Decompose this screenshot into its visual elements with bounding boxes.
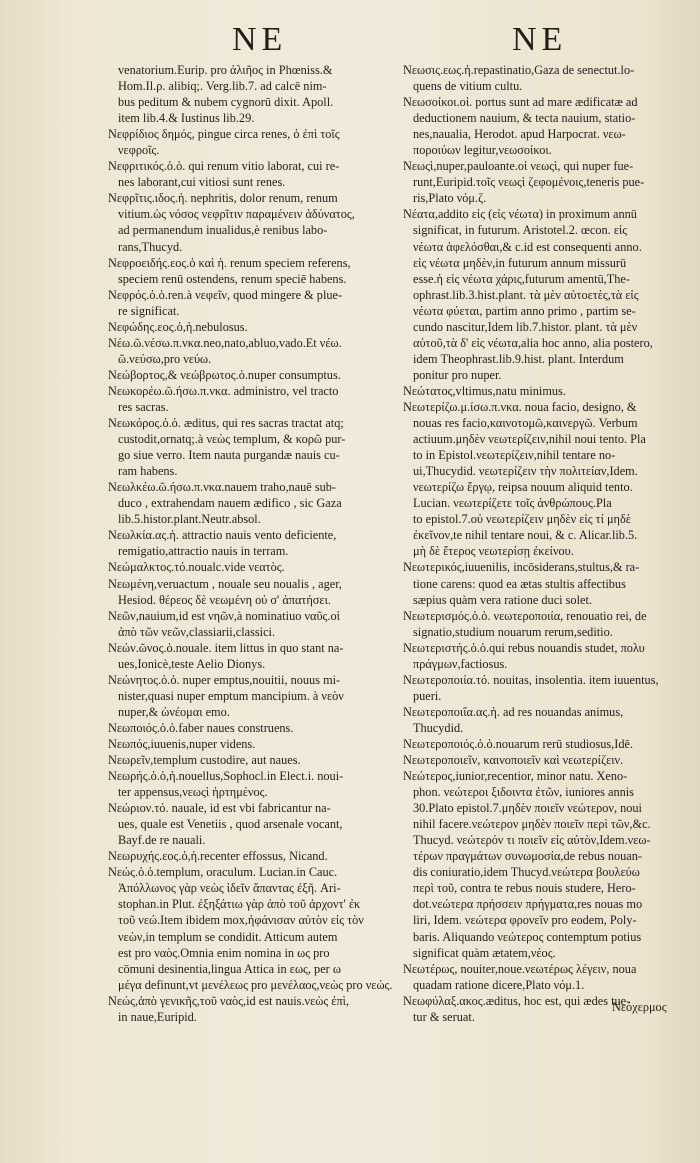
dictionary-continuation-line: περὶ τοῦ, contra te rebus nouis studere, Hero-: [413, 881, 636, 896]
dictionary-continuation-line: Hesiod. θέρεος δὲ νεωμένη οὐ σ' ἀπατήσει.: [118, 592, 331, 607]
dictionary-entry-line: Νεωτερισμός.ὁ.ὁ. νεωτεροποιία, renouatio rei, de: [403, 608, 647, 623]
dictionary-continuation-line: baris. Aliquando νεώτερος contemptum potius: [413, 929, 642, 944]
dictionary-continuation-line: tione carens: quod ea ætas stultis affectibus: [413, 576, 626, 591]
dictionary-entry-line: Νεώς.ὁ.ὁ.templum, oraculum. Lucian.in Cauc.: [108, 865, 338, 880]
dictionary-continuation-line: to in Epistol.νεωτερίζειν,nihil tentare no-: [413, 448, 616, 463]
dictionary-continuation-line: re significat.: [118, 303, 180, 318]
dictionary-entry-line: Νεωκορέω.ῶ.ήσω.π.νκα. administro, vel tracto: [108, 383, 339, 398]
dictionary-continuation-line: νεφροῖς.: [118, 143, 160, 158]
dictionary-continuation-line: τέρων πραγμάτων συνωμοσία,de rebus nouan-: [413, 849, 642, 864]
dictionary-entry-line: Νεών.ῶνος.ὁ.nouale. item littus in quo stant na-: [108, 640, 344, 655]
dictionary-continuation-line: ad permanendum inualidus,è renibus labo-: [118, 223, 328, 238]
dictionary-entry-line: Νεωφύλαξ.ακος.æditus, hoc est, qui ædes tue-: [403, 993, 631, 1008]
dictionary-entry-line: Νέω.ῶ.νέσω.π.νκα.neo,nato,abluo,vado.Et νέω.: [108, 335, 342, 350]
dictionary-continuation-line: runt,Euripid.τοῖς νεωςὶ ζεφομένοις,teneris pue-: [413, 175, 645, 190]
dictionary-continuation-line: εἰς νέωτα μηδὲν,in futurum annum missurū: [413, 255, 627, 270]
dictionary-entry-line: Νεωτεροποιός.ὁ.ὁ.nouarum rerū studiosus,Idē.: [403, 736, 634, 751]
dictionary-continuation-line: signatio,studium nouarum rerum,seditio.: [413, 624, 613, 639]
dictionary-continuation-line: Ἀπόλλωνος γὰρ νεὼς ἰδεῖν ἅπαντας ἐξῆ. Ari-: [118, 881, 341, 896]
running-header: [0, 20, 700, 64]
dictionary-entry-line: Νεωτερικός,iuuenilis, incōsiderans,stultus,& ra-: [403, 560, 640, 575]
dictionary-entry-line: Νεωρυχής.εος.ὁ,ἡ.recenter effossus, Nicand.: [108, 849, 328, 864]
dictionary-entry-line: Νεωτεροποιΐα.ας.ἡ. ad res nouandas animus,: [403, 704, 624, 719]
dictionary-continuation-line: ues, quale est Venetiis , quod arsenale vocant,: [118, 817, 343, 832]
dictionary-continuation-line: nister,quasi nuper emptum mancipium. à νεὸν: [118, 688, 344, 703]
dictionary-continuation-line: esse.ἡ εἰς νέωτα χάρις,futurum amentū,The-: [413, 271, 630, 286]
dictionary-continuation-line: pueri.: [413, 688, 442, 703]
dictionary-continuation-line: νέωτα φύεται, partim anno primo , partim se-: [413, 303, 636, 318]
dictionary-continuation-line: quens de vitium cultu.: [413, 79, 523, 94]
dictionary-continuation-line: ἀπὸ τῶν νεῶν,classiarii,classici.: [118, 624, 276, 639]
dictionary-continuation-line: nes,naualia, Herodot. apud Harpocrat. νεω-: [413, 127, 626, 142]
dictionary-entry-line: Νεωλκία.ας.ἡ. attractio nauis vento deficiente,: [108, 528, 337, 543]
dictionary-continuation-line: rans,Thucyd.: [118, 239, 183, 254]
dictionary-continuation-line: ἐκεῖνον,te nihil tentare noui, & c. Alicar.lib.5.: [413, 528, 638, 543]
dictionary-continuation-line: to epistol.7.οὐ νεωτερίζειν μηδὲν εἰς τί μηδὲ: [413, 512, 631, 527]
dictionary-continuation-line: lib.5.histor.plant.Neutr.absol.: [118, 512, 261, 527]
dictionary-continuation-line: nihil facere.νεώτερον μηδὲν ποιεῖν περὶ τῶν,&c.: [413, 817, 651, 832]
dictionary-continuation-line: ter appensus,νεωςὶ ἠρτημένος.: [118, 785, 268, 800]
dictionary-entry-line: Νεωπός,iuuenis,nuper videns.: [108, 736, 256, 751]
header-left-mark: NE: [232, 21, 288, 58]
dictionary-continuation-line: μὴ δὲ ἕτερος νεωτερίσῃ ἐκείνου.: [413, 544, 574, 559]
dictionary-entry-line: Νεωσις.εως.ἡ.repastinatio,Gaza de senectut.lo-: [403, 63, 635, 77]
dictionary-continuation-line: ues,Ionicè,teste Aelio Dionys.: [118, 656, 266, 671]
dictionary-continuation-line: Bayf.de re nauali.: [118, 833, 206, 848]
dictionary-continuation-line: cundo nascitur,Idem lib.7.histor. plant. τὰ μὲν: [413, 319, 638, 334]
dictionary-continuation-line: custodit,ornatq;.à νεὼς templum, & κορῶ pur-: [118, 432, 346, 447]
right-column: [403, 62, 695, 1025]
dictionary-continuation-line: τοῦ νεώ.Item ibidem mox,ἠφάνισαν αὐτὸν εἰς τὸν: [118, 913, 364, 928]
dictionary-continuation-line: duco , extrahendam nauem ædifico , sic Gaza: [118, 496, 342, 511]
dictionary-entry-line: Νεφρίδιος δημός, pingue circa renes, ὁ ἐπὶ τοῖς: [108, 127, 340, 142]
dictionary-entry-line: Νεῶν,nauium,id est νηῶν,à nominatiuo ναῦς.οἱ: [108, 608, 340, 623]
dictionary-continuation-line: Thucydid.: [413, 720, 464, 735]
dictionary-continuation-line: cōmuni desinentia,lingua Attica in εως, per ω: [118, 961, 341, 976]
dictionary-entry-line: Νεωςὶ,nuper,pauloante.οἱ νεωςὶ, qui nuper fue-: [403, 159, 634, 174]
dictionary-entry-line: Νεωμένη,veruactum , nouale seu noualis , ager,: [108, 576, 342, 591]
dictionary-continuation-line: idem Theophrast.lib.9.hist. plant. Interdum: [413, 351, 624, 366]
dictionary-continuation-line: Hom.Il.ρ. alibiq;. Verg.lib.7. ad calcē nim-: [118, 79, 327, 94]
dictionary-continuation-line: est pro ναὸς.Omnia enim nomina in ως pro: [118, 945, 330, 960]
dictionary-continuation-line: in naue,Euripid.: [118, 1009, 197, 1024]
dictionary-continuation-line: venatorium.Eurip. pro ἀλιῆος in Phœniss.&: [118, 63, 333, 77]
dictionary-entry-line: Νεωσοίκοι.οἱ. portus sunt ad mare ædificatæ ad: [403, 95, 638, 110]
dictionary-continuation-line: stophan.in Plut. ἐξηξάτιω γὰρ ἀπὸ τοῦ ἀρχοντ' ἐκ: [118, 897, 361, 912]
dictionary-entry-line: Νέατα,addito εἰς (εἰς νέωτα) in proximum annū: [403, 207, 637, 222]
dictionary-continuation-line: quadam ratione dicere,Plato νόμ.1.: [413, 977, 585, 992]
dictionary-continuation-line: nes laborant,cui vitiosi sunt renes.: [118, 175, 286, 190]
dictionary-entry-line: Νεώτερος,iunior,recentior, minor natu. Xeno-: [403, 769, 628, 784]
dictionary-continuation-line: αὐτοῦ,τὰ δ' εἰς νέωτα,alia hoc anno, alia postero,: [413, 335, 653, 350]
dictionary-continuation-line: phon. νεώτεροι ξιδοιντα ἐτῶν, iuniores annis: [413, 785, 634, 800]
dictionary-continuation-line: ram habens.: [118, 464, 178, 479]
dictionary-continuation-line: 30.Plato epistol.7.μηδὲν ποιεῖν νεώτερον, noui: [413, 801, 642, 816]
dictionary-continuation-line: significat quàm ætatem,νέος.: [413, 945, 556, 960]
dictionary-entry-line: Νεφρῖτις.ιδος.ἡ. nephritis, dolor renum, renum: [108, 191, 338, 206]
dictionary-continuation-line: dot.νεώτερα πρήσσειν πρήγματα,res nouas mo: [413, 897, 643, 912]
dictionary-entry-line: Νεφρός.ὁ.ὁ.ren.à νεφεῖν, quod mingere & plue-: [108, 287, 343, 302]
dictionary-entry-line: Νεώβορτος,& νεώβρωτος.ὁ.nuper consumptus.: [108, 367, 341, 382]
dictionary-entry-line: Νεώς,ἀπὸ γενικῆς,τοῦ ναὸς,id est nauis.νεὼς ἐπὶ,: [108, 993, 350, 1008]
catchword: Νεόχερμος: [612, 1000, 667, 1014]
dictionary-continuation-line: remigatio,attractio nauis in terram.: [118, 544, 289, 559]
dictionary-continuation-line: bus peditum & nubem cygnorū dixit. Apoll.: [118, 95, 334, 110]
dictionary-entry-line: Νεώμαλκτος.τό.noualc.vide νεατὸς.: [108, 560, 285, 575]
dictionary-entry-line: Νεφώδης.εος.ὁ,ἡ.nebulosus.: [108, 319, 248, 334]
dictionary-entry-line: Νεωτερίζω.μ.ίσω.π.νκα. noua facio, designo, &: [403, 399, 637, 414]
dictionary-entry-line: Νεωρεῖν,templum custodire, aut naues.: [108, 753, 301, 768]
dictionary-entry-line: Νεωκόρος.ὁ.ὁ. æditus, qui res sacras tractat atq;: [108, 416, 344, 431]
dictionary-continuation-line: tur & seruat.: [413, 1009, 475, 1024]
dictionary-continuation-line: vitium.ὡς νόσος νεφρῖτιν παραμένειν ἀδύνατος,: [118, 207, 355, 222]
dictionary-continuation-line: item lib.4.& Iustinus lib.29.: [118, 111, 255, 126]
dictionary-entry-line: Νεωποιός.ὁ.ὁ.faber naues construens.: [108, 720, 294, 735]
dictionary-continuation-line: liri, Idem. νεώτερα φρονεῖν pro eodem, Poly-: [413, 913, 637, 928]
dictionary-continuation-line: go siue verro. Item nauta purgandæ nauis cu-: [118, 448, 340, 463]
dictionary-continuation-line: significat, in futurum. Aristotel.2. œcon. εἰς: [413, 223, 628, 238]
dictionary-continuation-line: nuper,& ὠνέομαι emo.: [118, 704, 230, 719]
dictionary-entry-line: Νεωτέρως, nouiter,noue.νεωτέρως λέγειν, noua: [403, 961, 637, 976]
dictionary-entry-line: Νεώτατος,vltimus,natu minimus.: [403, 383, 566, 398]
dictionary-continuation-line: Lucian. νεωτερίζετε τοῖς ἀνθρώπους.Pla: [413, 496, 612, 511]
dictionary-entry-line: Νεωρής.ὁ.ὁ,ἡ.nouellus,Sophocl.in Elect.i. noui-: [108, 769, 344, 784]
dictionary-entry-line: Νεωτεροποιεῖν, καινοποιεῖν καὶ νεωτερίζειν.: [403, 753, 624, 768]
dictionary-entry-line: Νεφροειδής.εος.ὁ καὶ ἡ. renum speciem referens,: [108, 255, 351, 270]
left-column: [108, 62, 398, 1025]
dictionary-continuation-line: ophrast.lib.3.hist.plant. τὰ μὲν αὐτοετὲς,τὰ εἰς: [413, 287, 639, 302]
dictionary-entry-line: Νεωτεριστής.ὁ.ὁ.qui rebus nouandis studet, πολυ: [403, 640, 645, 655]
dictionary-continuation-line: actiuum.μηδὲν νεωτερίζειν,nihil noui tento. Pla: [413, 432, 646, 447]
dictionary-entry-line: Νεώνητος.ὁ.ὁ. nuper emptus,nouitii, nouus mi-: [108, 672, 341, 687]
dictionary-entry-line: Νεωλκέω.ῶ.ήσω.π.νκα.nauem traho,nauē sub-: [108, 480, 337, 495]
dictionary-continuation-line: ris,Plato νόμ.ζ.: [413, 191, 487, 206]
dictionary-continuation-line: deductionem nauium, & tecta nauium, statio-: [413, 111, 636, 126]
dictionary-continuation-line: Thucyd. νεώτερόν τι ποιεῖν εἰς αὐτὸν,Idem.νεω-: [413, 833, 651, 848]
dictionary-continuation-line: ui,Thucydid. νεωτερίζειν τὴν πολιτείαν,Idem.: [413, 464, 638, 479]
dictionary-entry-line: Νεώριον.τό. nauale, id est vbi fabricantur na-: [108, 801, 331, 816]
dictionary-continuation-line: μέγα definunt,vt μενέλεως pro μενέλαος,νεὼς pro νεώς.: [118, 977, 393, 992]
dictionary-continuation-line: speciem renū ostendens, renum speciē habens.: [118, 271, 347, 286]
dictionary-continuation-line: νεὼν,in templum se condidit. Atticum autem: [118, 929, 338, 944]
dictionary-continuation-line: nouas res facio,καινοτομῶ,καινεργῶ. Verbum: [413, 416, 638, 431]
dictionary-continuation-line: res sacras.: [118, 399, 169, 414]
dictionary-continuation-line: πράγμων,factiosus.: [413, 656, 508, 671]
dictionary-entry-line: Νεωτεροποιία.τό. nouitas, insolentia. item iuuentus,: [403, 672, 659, 687]
dictionary-continuation-line: sæpius quàm vera ratione duci solet.: [413, 592, 592, 607]
header-right-mark: NE: [512, 21, 568, 58]
dictionary-continuation-line: dis coniuratio,idem Thucyd.νεώτερα βουλεύω: [413, 865, 640, 880]
dictionary-continuation-line: ποροιύων legitur,νεωσοίκοι.: [413, 143, 552, 158]
dictionary-continuation-line: νεωτερίζω ἔργῳ, reipsa nouum aliquid tento.: [413, 480, 633, 495]
dictionary-continuation-line: ponitur pro nuper.: [413, 367, 502, 382]
dictionary-entry-line: Νεφριτικός.ὁ.ὁ. qui renum vitio laborat, cui re-: [108, 159, 340, 174]
dictionary-continuation-line: νέωτα ἀφελόσθαι,& c.id est consequenti anno.: [413, 239, 642, 254]
dictionary-continuation-line: ῶ.νεύσω,pro νεύω.: [118, 351, 212, 366]
